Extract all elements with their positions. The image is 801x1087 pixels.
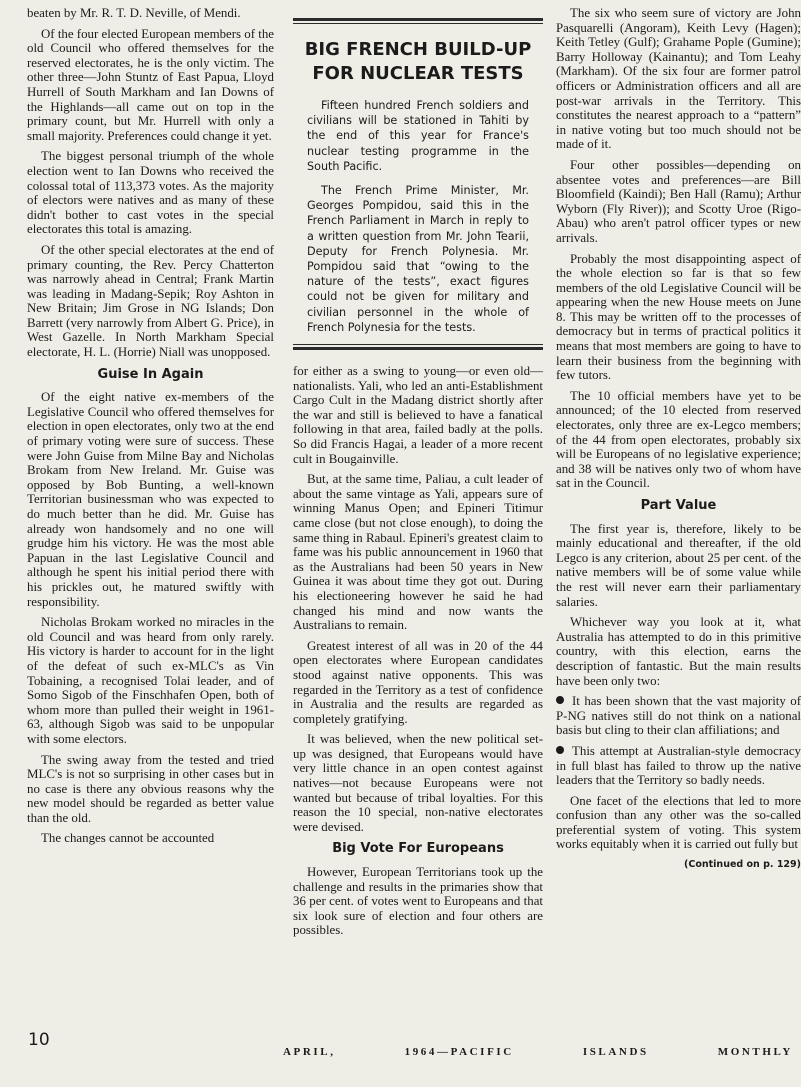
paragraph: beaten by Mr. R. T. D. Neville, of Mendi. [27,6,241,20]
article-column-2 [293,6,543,944]
box-rule-bottom [293,344,543,350]
box-paragraph: The French Prime Minister, Mr. Georges Pompidou, said this in the French Parliament in March in reply to a written question from Mr. John Tearii, Deputy for French Polynesia. Mr. Pompidou said that “owing to the nature of the tests”, exact figures could not be given for military and civilian personnel in the whole of French Polynesia for the tests. [307,184,529,334]
article-column-3 [556,6,801,873]
footer-monthly: MONTHLY [717,1046,793,1058]
paragraph: But, at the same time, Paliau, a cult leader of about the same vintage as Yali, appears sure of winning Manus Open; and Epineri Titimur came close (but not close enough), to doing the same thing in Rabaul. Epineri's greatest claim to fame was his public announcement in 1960 that as the Australians had been 50 years in New Guinea it was about time they got out. During his electioneering however he said he had changed his mind and now wants the Australians to remain. [293,472,543,633]
page-number: 10 [28,1030,50,1050]
paragraph: Nicholas Brokam worked no miracles in the old Council and was heard from only rarely. His victory is harder to account for in the light of the defeat of such ex-MLC's as Vin Tobaining, a recognised Tolai leader, and of Somo Sigob of the Finschhafen Open, both of whom more than pulled their weight in 1961-63, although Sigob was said to be unpopular with some electors. [27,615,274,746]
continued-notice: (Continued on p. 129) [684,859,801,871]
paragraph: for either as a swing to young—or even old—nationalists. Yali, who led an anti-Establishment Cargo Cult in the Madang district shortly after the war and still is believed to have a fanatical following in that area, failed badly at the polls. So did Francis Hagai, a leader of a more recent cult in Bougainville. [293,364,543,466]
paragraph: Of the other special electorates at the end of primary counting, the Rev. Percy Chatterton was narrowly ahead in Central; Frank Martin was leading in Madang-Sepik; Roy Ashton in New Britain; Jim Grose in NG Islands; Don Barrett (very narrowly from Albert G. Price), in West Gazelle. In North Markham Special electorate, H. L. (Horrie) Niall was unopposed. [27,242,274,360]
subheading-big-vote: Big Vote For Europeans [332,841,504,857]
paragraph: One facet of the elections that led to more confusion than any other was the so-called preferential system of voting. This system works equitably when it is carried out fully but [556,793,801,852]
paragraph: Whichever way you look at it, what Australia has attempted to do in this primitive country, with this election, earns the description of fantastic. But the main results have been only two: [556,615,801,688]
bullet-item [556,694,801,738]
bullet-dot-icon [556,746,564,754]
paragraph: The first year is, therefore, likely to be mainly educational and thereafter, if the old Legco is any criterion, about 25 per cent. of the native members will be of some value while the rest will never earn their parliamentary salaries. [556,521,801,609]
bullet-item [556,744,801,788]
paragraph: Of the four elected European members of the old Council who offered themselves for the reserved electorates, he is the only victim. The other three—John Stuntz of East Papua, Lloyd Hurrell of South Markham and Ian Downs of the Highlands—all came out on top in the primary count, but Mr. Hurrell with only a small majority. Preferences could change it yet. [27,26,275,143]
article-column-1 [27,6,274,852]
paragraph: Of the eight native ex-members of the Legislative Council who offered themselves for election in open electorates, only two at the end of primary voting were sure of success. These were John Guise from Milne Bay and Nicholas Brokam from New Ireland. Mr. Guise was opposed by Bob Bunting, a well-known Territorian businessman who was expected to do much better than he did. Mr. Guise has already won handsomely and no one will grudge him his victory. He was the most able Papuan in the last Legislative Council and although he spent his initial period there with his prickles out, he matured swiftly with responsibility. [27,390,274,609]
bullet-text: This attempt at Australian-style democracy in full blast has failed to throw up the native leaders that the Territory so badly needs. [556,743,801,788]
paragraph: It was believed, when the new political set-up was designed, that Europeans would have very little chance in an open contest against natives—not because Europeans were not wanted but because of tribal loyalties. For this reason the 10 special, non-native electorates were devised. [293,732,543,834]
paragraph: Four other possibles—depending on absentee votes and preferences—are Bill Bloomfield (Kaindi); Ben Hall (Ramu); Arthur Wyborn (Fly River)); and Scotty Uroe (Rigo-Abau) who aren't patrol officer types or new arrivals. [556,157,801,245]
paragraph: The biggest personal triumph of the whole election went to Ian Downs who received the colossal total of 113,373 votes. As the majority of electors were natives and as many of these didn't bother to cast votes in the special electorates this total is amazing. [27,149,274,237]
paragraph: Greatest interest of all was in 20 of the 44 open electorates where European candidates stood against native opponents. This was regarded in the Territory as a test of confidence in Australia and the results are regarded as completely gratifying. [293,638,543,726]
bullet-text: It has been shown that the vast majority of P-NG natives still do not think on a national basis but cling to their clan affiliations; and [556,694,801,738]
paragraph: The changes cannot be accounted [41,831,215,846]
paragraph: Probably the most disappointing aspect of the whole election so far is that so few members of the old Legislative Council will be appearing when the new House meets on June 8. This may be written off to the processes of democracy but in terms of practical politics it means that most members are going to have to learn their business from the beginning with few tutors. [556,251,801,383]
subheading-guise-in-again: Guise In Again [97,366,204,382]
bullet-dot-icon [556,696,564,704]
box-headline: BIG FRENCH BUILD-UP FOR NUCLEAR TESTS [304,39,532,84]
paragraph: The six who seem sure of victory are John Pasquarelli (Angoram), Keith Levy (Hagen); Keith Tetley (Gulf); Grahame Pople (Gumine); Barry Holloway (Kainantu); and Tom Leahy (Markham). Of the six four are former patrol officers or Administration officers and all are post-war arrivals in the Territory. This constitutes the nearest approach to a “pattern” in native voting but too much should not be made of it. [556,6,801,152]
paragraph: However, European Territorians took up the challenge and results in the primaries show that 36 per cent. of votes went to Europeans and that six look sure of election and four others are possibles. [293,865,543,938]
paragraph: The swing away from the tested and tried MLC's is not so surprising in other cases but in no case is there any obvious reasons why the new model should be regarded as better value than the old. [27,752,274,825]
footer-year-pacific: 1964—PACIFIC [404,1046,514,1058]
box-paragraph: Fifteen hundred French soldiers and civilians will be stationed in Tahiti by the end of this year for France's nuclear testing programme in the South Pacific. [307,99,529,173]
running-footer [283,1046,793,1058]
footer-month: APRIL, [283,1046,336,1058]
paragraph: The 10 official members have yet to be announced; of the 10 elected from reserved electorates, only three are ex-Legco members; of the 44 from open electorates, probably six will be Europeans of no legislative experience; and 38 will be natives only two of whom have sat in the Council. [556,388,801,491]
subheading-part-value: Part Value [640,498,717,513]
box-rule-top [293,18,543,24]
news-box-french-nuclear [293,18,543,350]
footer-islands: ISLANDS [582,1046,649,1058]
